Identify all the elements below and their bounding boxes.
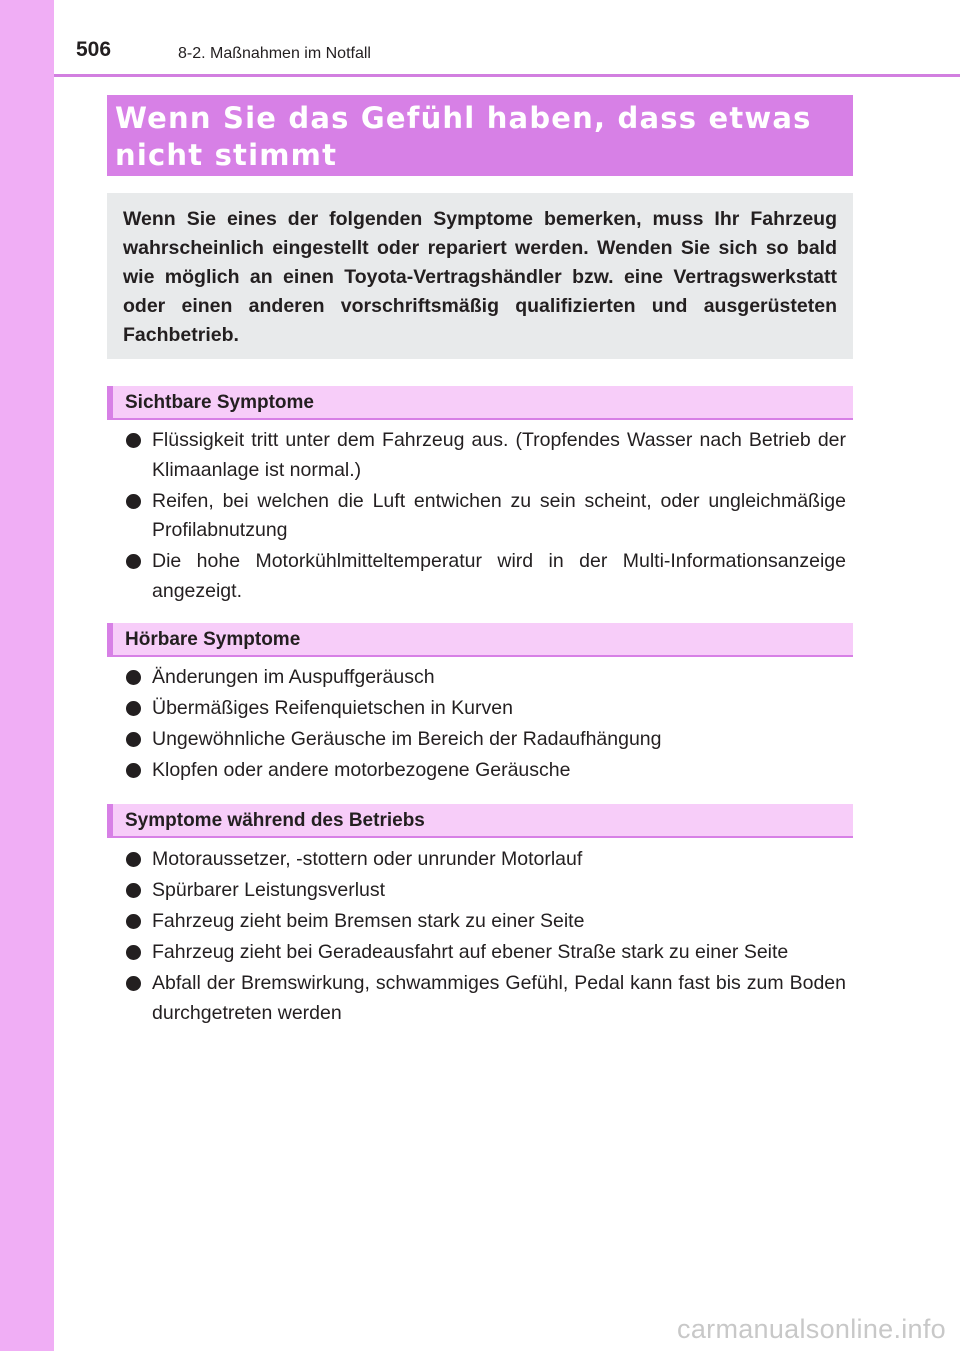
audible-symptoms-list xyxy=(126,663,846,787)
list-item xyxy=(126,969,846,1028)
bullet-icon xyxy=(126,914,141,929)
list-item xyxy=(126,907,846,937)
section-heading-audible xyxy=(107,623,853,657)
bullet-icon xyxy=(126,945,141,960)
list-item-text: Motoraussetzer, -stottern oder unrunder Motorlauf xyxy=(152,848,583,870)
list-item-text: Fahrzeug zieht beim Bremsen stark zu einer Seite xyxy=(152,910,585,932)
driving-symptoms-list xyxy=(126,845,846,1030)
list-item-text: Abfall der Bremswirkung, schwammiges Gefühl, Pedal kann fast bis zum Boden durchgetreten werden xyxy=(152,972,846,1024)
list-item xyxy=(126,547,846,606)
list-item-text: Änderungen im Auspuffgeräusch xyxy=(152,666,435,688)
list-item xyxy=(126,845,846,875)
bullet-icon xyxy=(126,670,141,685)
page-title: Wenn Sie das Gefühl haben, dass etwas nicht stimmt xyxy=(115,101,812,172)
list-item xyxy=(126,725,846,755)
section-heading-text: Symptome während des Betriebs xyxy=(125,810,425,831)
bullet-icon xyxy=(126,852,141,867)
list-item-text: Fahrzeug zieht bei Geradeausfahrt auf ebener Straße stark zu einer Seite xyxy=(152,941,789,963)
list-item-text: Klopfen oder andere motorbezogene Geräusche xyxy=(152,759,571,781)
list-item-text: Die hohe Motorkühlmitteltemperatur wird in der Multi-Informationsanzeige angezeigt. xyxy=(152,550,846,602)
list-item xyxy=(126,938,846,968)
bullet-icon xyxy=(126,554,141,569)
watermark-link[interactable]: carmanualsonline.info xyxy=(677,1314,946,1344)
page-number: 506 xyxy=(76,38,112,61)
section-reference: 8-2. Maßnahmen im Notfall xyxy=(178,45,371,62)
bullet-icon xyxy=(126,976,141,991)
list-item xyxy=(126,876,846,906)
list-item xyxy=(126,756,846,786)
bullet-icon xyxy=(126,494,141,509)
list-item xyxy=(126,663,846,693)
page-title-box xyxy=(107,95,853,176)
section-heading-text: Hörbare Symptome xyxy=(125,629,301,650)
bullet-icon xyxy=(126,883,141,898)
visible-symptoms-list xyxy=(126,426,846,608)
section-heading-text: Sichtbare Symptome xyxy=(125,392,314,413)
bullet-icon xyxy=(126,732,141,747)
list-item xyxy=(126,426,846,485)
list-item xyxy=(126,487,846,546)
header-rule xyxy=(54,74,960,77)
list-item xyxy=(126,694,846,724)
section-heading-visible xyxy=(107,386,853,420)
list-item-text: Spürbarer Leistungsverlust xyxy=(152,879,386,901)
list-item-text: Flüssigkeit tritt unter dem Fahrzeug aus. (Tropfendes Wasser nach Betrieb der Klimaanlage ist normal.) xyxy=(152,429,846,481)
intro-text: Wenn Sie eines der folgenden Symptome bemerken, muss Ihr Fahrzeug wahrscheinlich eingestellt oder repariert werden. Wenden Sie sich so bald wie möglich an einen Toyota-Vertragshändler bzw. eine Vertragswerkstatt oder einen anderen vorschriftsmäßig qualifizierten und ausgerüsteten Fachbetrieb. xyxy=(123,208,837,346)
side-color-bar xyxy=(0,0,54,1351)
list-item-text: Reifen, bei welchen die Luft entwichen zu sein scheint, oder ungleichmäßige Profilabnutzung xyxy=(152,489,846,541)
list-item-text: Übermäßiges Reifenquietschen in Kurven xyxy=(152,697,513,719)
bullet-icon xyxy=(126,763,141,778)
list-item-text: Ungewöhnliche Geräusche im Bereich der Radaufhängung xyxy=(152,728,662,750)
section-heading-driving xyxy=(107,804,853,838)
bullet-icon xyxy=(126,433,141,448)
intro-box xyxy=(107,193,853,359)
bullet-icon xyxy=(126,701,141,716)
